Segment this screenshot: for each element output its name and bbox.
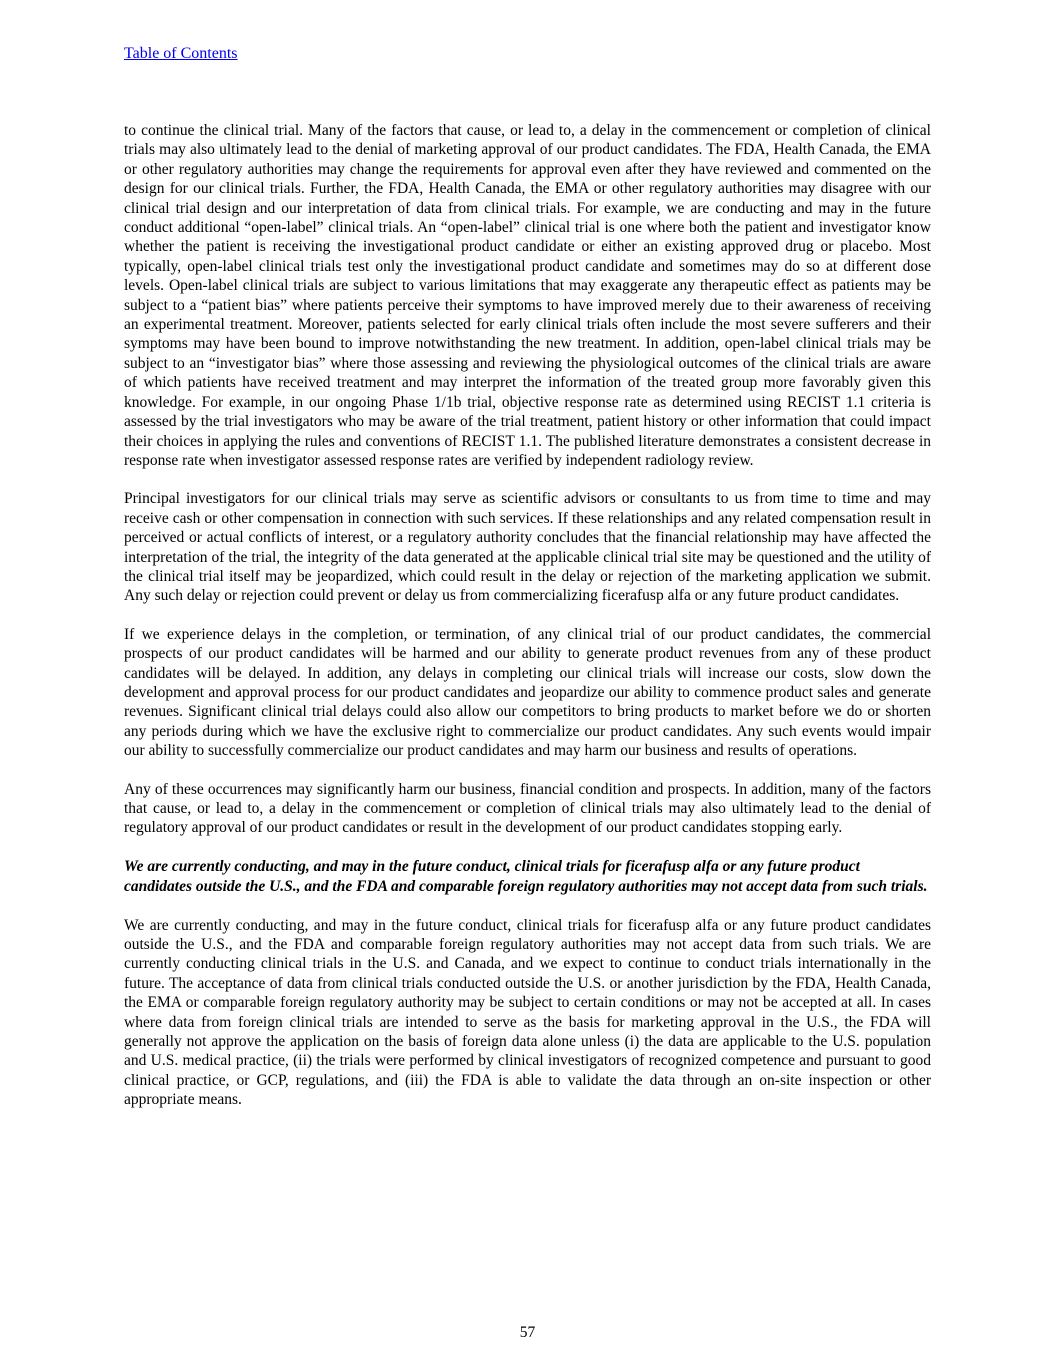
section-heading-foreign-trials: We are currently conducting, and may in the future conduct, clinical trials for ficerafusp alfa or any future product candidates outside the U.S., and the FDA and comparable foreign regulatory authorities may not accept data from such trials. bbox=[124, 857, 928, 896]
paragraph-occurrences: Any of these occurrences may significantly harm our business, financial condition and prospects. In addition, many of the factors that cause, or lead to, a delay in the commencement or completion of clinical trials may also ultimately lead to the denial of regulatory approval of our product candidates or result in the development of our product candidates stopping early. bbox=[124, 780, 931, 837]
paragraph-principal-investigators: Principal investigators for our clinical trials may serve as scientific advisors or consultants to us from time to time and may receive cash or other compensation in connection with such services. If these relationships and any related compensation result in perceived or actual conflicts of interest, or a regulatory authority concludes that the financial relationship may have affected the interpretation of the trial, the integrity of the data generated at the applicable clinical trial site may be questioned and the utility of the clinical trial itself may be jeopardized, which could result in the delay or rejection of the marketing application we submit. Any such delay or rejection could prevent or delay us from commercializing ficerafusp alfa or any future product candidates. bbox=[124, 490, 931, 605]
paragraph-trial-delays: If we experience delays in the completion, or termination, of any clinical trial of our product candidates, the commercial prospects of our product candidates will be harmed and our ability to generate product revenues from any of these product candidates will be delayed. In addition, any delays in completing our clinical trials will increase our costs, slow down the development and approval process for our product candidates and jeopardize our ability to commence product sales and generate revenues. Significant clinical trial delays could also allow our competitors to bring products to market before we do or shorten any periods during which we have the exclusive right to commercialize our product candidates. Any such events would impair our ability to successfully commercialize our product candidates and may harm our business and results of operations. bbox=[124, 625, 931, 760]
document-body bbox=[124, 121, 931, 1129]
paragraph-foreign-trials: We are currently conducting, and may in the future conduct, clinical trials for ficerafusp alfa or any future product candidates outside the U.S., and the FDA and comparable foreign regulatory authorities may not accept data from such trials. We are currently conducting clinical trials in the U.S. and Canada, and we expect to continue to conduct trials internationally in the future. The acceptance of data from clinical trials conducted outside the U.S. or another jurisdiction by the FDA, Health Canada, the EMA or comparable foreign regulatory authority may be subject to certain conditions or may not be accepted at all. In cases where data from foreign clinical trials are intended to serve as the basis for marketing approval in the U.S., the FDA will generally not approve the application on the basis of foreign data alone unless (i) the data are applicable to the U.S. population and U.S. medical practice, (ii) the trials were performed by clinical investigators of recognized competence and pursuant to good clinical practice, or GCP, regulations, and (iii) the FDA is able to validate the data through an on-site inspection or other appropriate means. bbox=[124, 916, 931, 1109]
page-number: 57 bbox=[519, 1324, 536, 1341]
table-of-contents-link[interactable]: Table of Contents bbox=[124, 45, 238, 62]
paragraph-open-label-trials: to continue the clinical trial. Many of the factors that cause, or lead to, a delay in the commencement or completion of clinical trials may also ultimately lead to the denial of marketing approval of our product candidates. The FDA, Health Canada, the EMA or other regulatory authorities may change the requirements for approval even after they have reviewed and commented on the design for our clinical trials. Further, the FDA, Health Canada, the EMA or other regulatory authorities may disagree with our clinical trial design and our interpretation of data from clinical trials. For example, we are conducting and may in the future conduct additional “open-label” clinical trials. An “open-label” clinical trial is one where both the patient and investigator know whether the patient is receiving the investigational product candidate or either an existing approved drug or placebo. Most typically, open-label clinical trials test only the investigational product candidate and sometimes may do so at different dose levels. Open-label clinical trials are subject to various limitations that may exaggerate any therapeutic effect as patients may be subject to a “patient bias” where patients perceive their symptoms to have improved merely due to their awareness of receiving an experimental treatment. Moreover, patients selected for early clinical trials often include the most severe sufferers and their symptoms may have been bound to improve notwithstanding the new treatment. In addition, open-label clinical trials may be subject to an “investigator bias” where those assessing and reviewing the physiological outcomes of the clinical trials are aware of which patients have received treatment and may interpret the information of the treated group more favorably given this knowledge. For example, in our ongoing Phase 1/1b trial, objective response rate as determined using RECIST 1.1 criteria is assessed by the trial investigators who may be aware of the trial treatment, patient history or other information that could impact their choices in applying the rules and conventions of RECIST 1.1. The published literature demonstrates a consistent decrease in response rate when investigator assessed response rates are verified by independent radiology review. bbox=[124, 122, 931, 469]
